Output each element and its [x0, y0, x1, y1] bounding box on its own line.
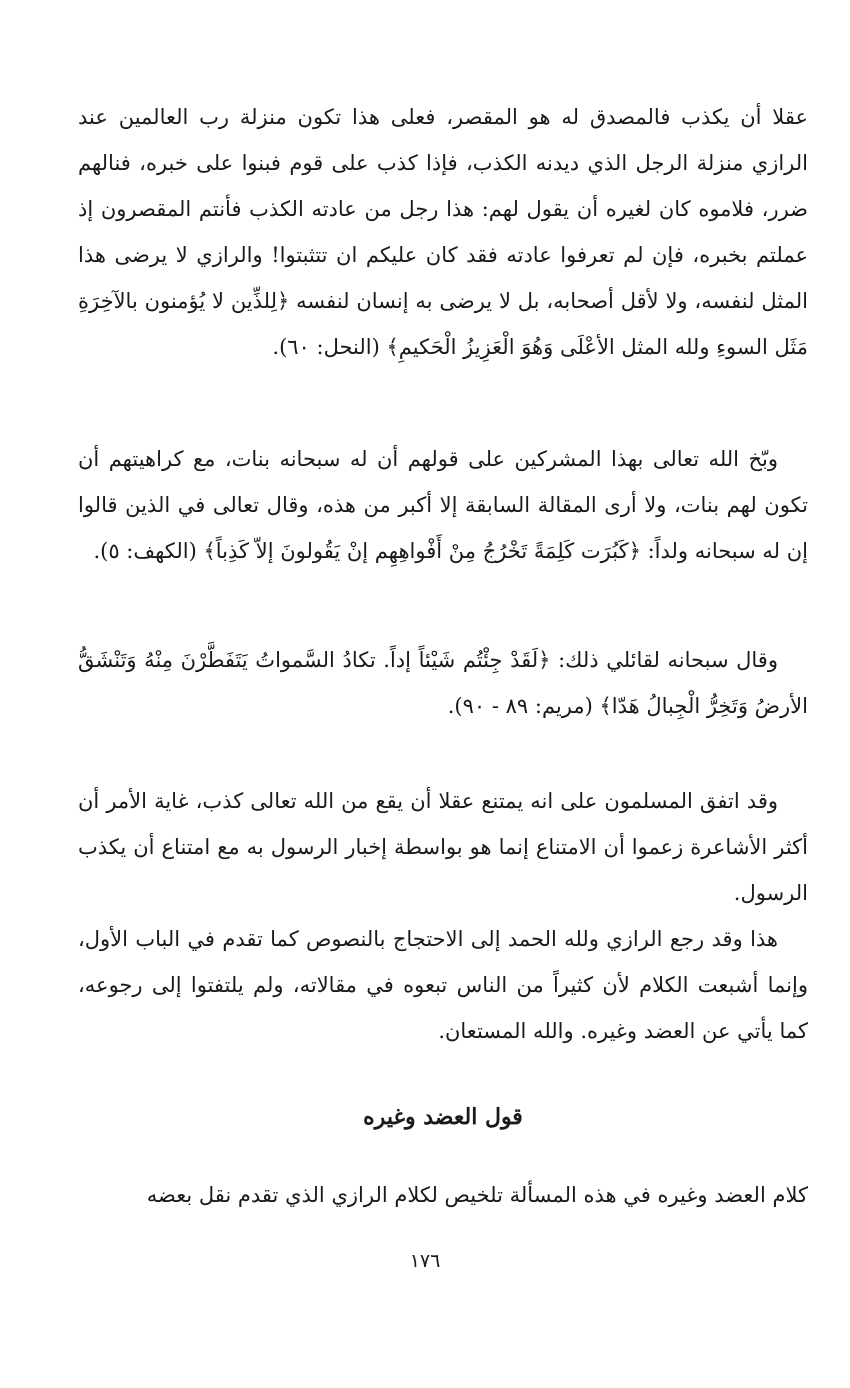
section-heading: قول العضد وغيره: [363, 1104, 523, 1130]
paragraph-maryam-verse: وقال سبحانه لقائلي ذلك: ﴿لَقَدْ جِئْتُم شَيْئاً إداً. تكادُ السَّمواتُ يَتَفَطَّرْنَ مِنْهُ وَتَنْشَقُّ الأرضُ وَتَخِرُّ الْجِبالُ هَدّا﴾ (مريم: ٨٩ - ٩٠).: [78, 648, 808, 718]
paragraph-adud-summary: كلام العضد وغيره في هذه المسألة تلخيص لكلام الرازي الذي تقدم نقل بعضه: [146, 1183, 808, 1207]
paragraph-razi-analogy: عقلا أن يكذب فالمصدق له هو المقصر، فعلى هذا تكون منزلة رب العالمين عند الرازي منزلة الرجل الذي ديدنه الكذب، فإذا كذب على قوم فبنوا على خبره، فنالهم ضرر، فلاموه كان لغيره أن يقول لهم: هذا رجل من عادته الكذب فأنتم المقصرون إذ عملتم بخبره، فإن لم تعرفوا عادته فقد كان عليكم ان تتثبتوا! والرازي لا يرضى هذا المثل لنفسه، ولا لأقل أصحابه، بل لا يرضى به إنسان لنفسه ﴿لِلذِّين لا يُؤمنون بالآخِرَةِ مَثَل السوءِ ولله المثل الأعْلَى وَهُوَ الْعَزِيزُ الْحَكيمِ﴾ (النحل: ٦٠).: [78, 105, 808, 359]
paragraph-razi-return: هذا وقد رجع الرازي ولله الحمد إلى الاحتجاج بالنصوص كما تقدم في الباب الأول، وإنما أشبعت الكلام لأن كثيراً من الناس تبعوه في مقالاته، ولم يلتفتوا إلى رجوعه، كما يأتي عن العضد وغيره. والله المستعان.: [78, 927, 808, 1043]
page-number: ١٧٦: [409, 1250, 441, 1272]
paragraph-daughters-rebuke: وبّخ الله تعالى بهذا المشركين على قولهم أن له سبحانه بنات، مع كراهيتهم أن تكون لهم بنات، ولا أرى المقالة السابقة إلا أكبر من هذه، وقال تعالى في الذين قالوا إن له سبحانه ولداً: ﴿كَبُرَت كَلِمَةً تَخْرُجُ مِنْ أَفْواهِهِم إنْ يَقُولونَ إلاّ كَذِباً﴾ (الكهف: ٥).: [78, 447, 808, 563]
paragraph-muslim-consensus: وقد اتفق المسلمون على انه يمتنع عقلا أن يقع من الله تعالى كذب، غاية الأمر أن أكثر الأشاعرة زعموا أن الامتناع إنما هو بواسطة إخبار الرسول به مع امتناع أن يكذب الرسول.: [78, 789, 808, 905]
